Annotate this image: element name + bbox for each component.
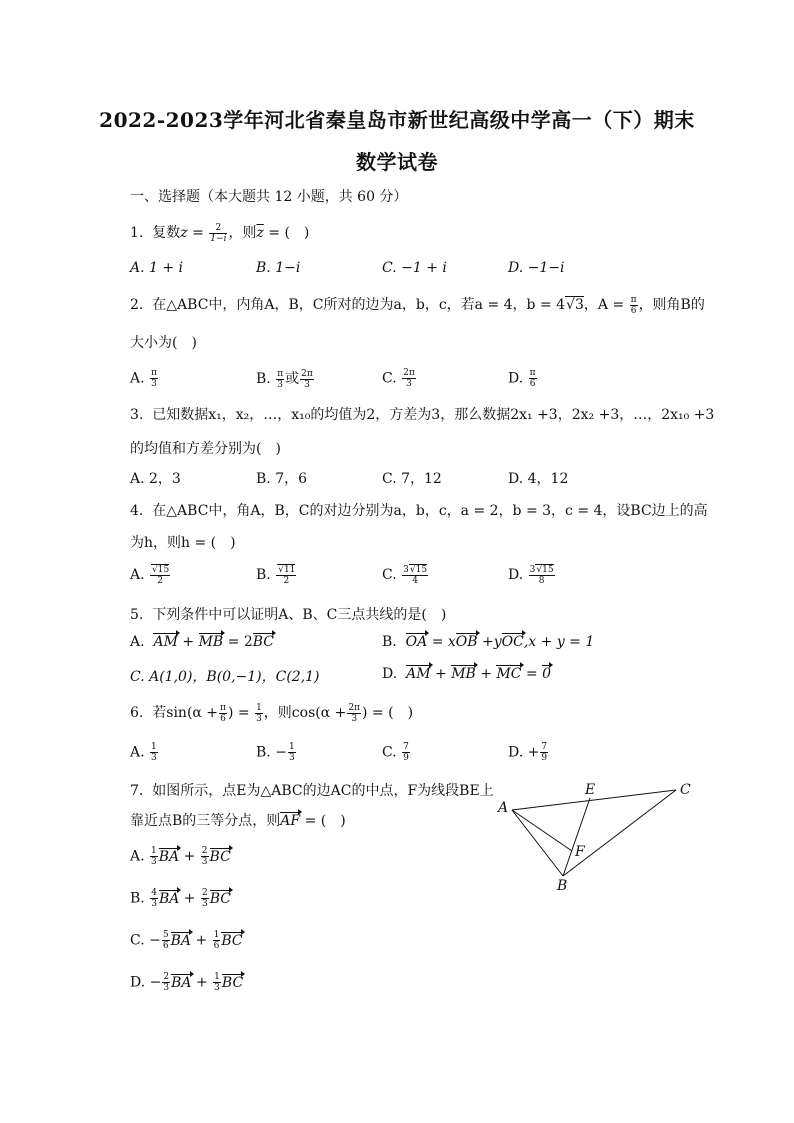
question-4-option-d[interactable]: D. $\frac{3 √ 15}{8}$ xyxy=(508,564,556,586)
question-7-stem-line1: 7. 如图所示，点E为△ABC的边AC的中点，F为线段BE上 xyxy=(130,783,494,799)
question-7-option-a[interactable]: A. $\frac{1}{3}$ BA + $\frac{2}{3}$ BC xyxy=(130,846,231,867)
question-2-option-a[interactable]: A. $\frac{\pi}{3}$ xyxy=(130,368,157,389)
segment-bc xyxy=(563,790,676,876)
label-e: E xyxy=(585,782,596,798)
question-3-option-a[interactable]: A. 2，3 xyxy=(130,471,181,487)
question-3-option-c[interactable]: C. 7，12 xyxy=(382,471,442,487)
question-6-option-b[interactable]: B. − $\frac{1}{3}$ xyxy=(256,742,295,763)
segment-af xyxy=(512,810,572,851)
question-7-option-c[interactable]: C. − $\frac{5}{6}$ BA + $\frac{1}{6}$ BC xyxy=(130,930,243,951)
question-7-stem-line2: 靠近点B的三等分点，则AF = ( ) xyxy=(130,813,346,829)
question-4-option-c[interactable]: C. $\frac{3 √ 15}{4}$ xyxy=(382,564,429,586)
question-5-option-a[interactable]: A. AM + MB = 2BC xyxy=(130,634,274,650)
question-5-stem: 5. 下列条件中可以证明A、B、C三点共线的是( ) xyxy=(130,607,447,623)
question-1-stem: 1. 复数z = $\frac{2}{1-i}$ ，则$\overline{z}$ = ( ) xyxy=(130,222,310,244)
question-3-stem-line2: 的均值和方差分别为( ) xyxy=(130,441,281,457)
question-4-option-a[interactable]: A. √ $\frac{15}{2}$ xyxy=(130,564,171,586)
question-2-option-b[interactable]: B. $\frac{\pi}{3}$ 或 $\frac{2\pi}{3}$ xyxy=(256,368,313,390)
question-1-option-d[interactable]: D. −1−i xyxy=(508,260,565,276)
question-4-stem-line1: 4. 在△ABC中，角A，B，C的对边分别为a，b，c，a = 2，b = 3，c = 4，设BC边上的高 xyxy=(130,503,708,519)
label-a: A xyxy=(498,800,509,816)
triangle-figure xyxy=(490,776,700,896)
segment-ab xyxy=(512,810,563,876)
question-1-option-c[interactable]: C. −1 + i xyxy=(382,260,447,276)
section-heading: 一、选择题（本大题共 12 小题，共 60 分） xyxy=(130,189,408,205)
question-4-stem-line2: 为h，则h = ( ) xyxy=(130,535,236,551)
question-5-option-d[interactable]: D. AM + MB + MC = 0 xyxy=(382,666,552,682)
question-5-option-b[interactable]: B. OA = xOB +yOC,x + y = 1 xyxy=(382,634,595,650)
question-3-option-d[interactable]: D. 4，12 xyxy=(508,471,569,487)
exam-title-line2: 数学试卷 xyxy=(356,150,438,174)
exam-title-line1: 2022-2023学年河北省秦皇岛市新世纪高级中学高一（下）期末 xyxy=(99,108,695,132)
question-6-stem: 6. 若sin(α + $\frac{\pi}{6}$ ) = $\frac{1}{3}$ ，则cos(α + $\frac{2\pi}{3}$ ) = ( ) xyxy=(130,702,414,724)
question-3-stem-line1: 3. 已知数据x₁，x₂，…，x₁₀的均值为2，方差为3，那么数据2x₁ +3，2x₂ +3，…，2x₁₀ +3 xyxy=(130,407,715,423)
question-2-option-d[interactable]: D. $\frac{\pi}{6}$ xyxy=(508,368,536,389)
question-7-option-d[interactable]: D. − $\frac{2}{3}$ BA + $\frac{1}{3}$ BC xyxy=(130,972,244,993)
question-2-option-c[interactable]: C. $\frac{2\pi}{3}$ xyxy=(382,368,415,389)
question-5-option-c[interactable]: C. A(1,0)，B(0,−1)，C(2,1) xyxy=(130,669,320,685)
label-c: C xyxy=(680,782,691,798)
question-6-option-c[interactable]: C. $\frac{7}{9}$ xyxy=(382,742,409,763)
question-1-option-a[interactable]: A. 1 + i xyxy=(130,260,184,276)
question-6-option-d[interactable]: D. + $\frac{7}{9}$ xyxy=(508,742,548,763)
question-7-option-b[interactable]: B. $\frac{4}{3}$ BA + $\frac{2}{3}$ BC xyxy=(130,888,231,909)
question-4-option-b[interactable]: B. √ $\frac{11}{2}$ xyxy=(256,564,297,586)
question-3-option-b[interactable]: B. 7，6 xyxy=(256,471,308,487)
question-2-stem-line2: 大小为( ) xyxy=(130,335,197,351)
segment-be xyxy=(563,798,590,876)
label-f: F xyxy=(575,844,585,860)
question-2-stem-line1: 2. 在△ABC中，内角A，B，C所对的边为a，b，c，若a = 4，b = 4 √ 3，A = $\frac{\pi}{6}$ ，则角B的 xyxy=(130,294,705,316)
question-6-option-a[interactable]: A. $\frac{1}{3}$ xyxy=(130,742,157,763)
question-1-option-b[interactable]: B. 1−i xyxy=(256,260,301,276)
label-b: B xyxy=(557,878,568,894)
